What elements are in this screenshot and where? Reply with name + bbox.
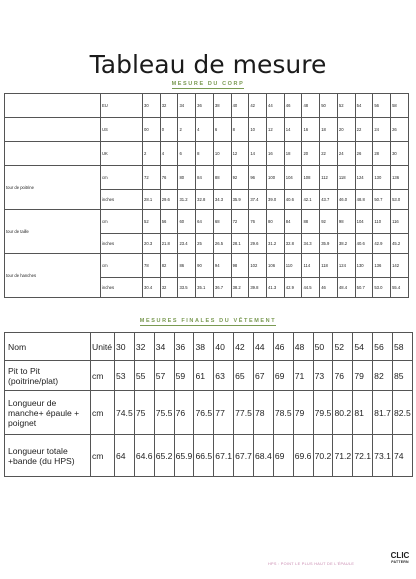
table-cell: 66.5 bbox=[194, 435, 214, 477]
table-cell: 18 bbox=[320, 118, 338, 142]
table-cell: 40.6 bbox=[355, 234, 373, 254]
table-cell: 72.1 bbox=[353, 435, 373, 477]
table-row bbox=[5, 435, 413, 477]
table-cell: 52 bbox=[143, 210, 161, 234]
table-cell: 26 bbox=[391, 118, 409, 142]
table-cell: 32 bbox=[160, 94, 178, 118]
table-cell: 92 bbox=[320, 210, 338, 234]
table-cell: 75.5 bbox=[154, 391, 174, 435]
table-cell: 38.2 bbox=[231, 278, 249, 298]
footer-note: HPS : POINT LE PLUS HAUT DE L'ÉPAULE bbox=[268, 562, 355, 566]
table-cell: 64.6 bbox=[134, 435, 154, 477]
row-unit: cm bbox=[91, 391, 115, 435]
table-cell: 8 bbox=[231, 118, 249, 142]
table-cell: 44 bbox=[267, 94, 285, 118]
table-cell: 50.7 bbox=[373, 190, 391, 210]
table-cell: 38 bbox=[213, 94, 231, 118]
table-cell: 29.6 bbox=[160, 190, 178, 210]
row-group-label: tour de hanches bbox=[5, 254, 101, 298]
table-cell: 28 bbox=[373, 142, 391, 166]
body-measurements-heading bbox=[0, 81, 416, 87]
table-cell: 26.5 bbox=[213, 234, 231, 254]
table-cell: 44.5 bbox=[302, 278, 320, 298]
table-cell: 86 bbox=[178, 254, 196, 278]
table-cell: 100 bbox=[267, 166, 285, 190]
garment-measurements-table bbox=[4, 332, 413, 477]
table-cell: 64 bbox=[196, 210, 214, 234]
table-cell: 65 bbox=[234, 361, 254, 391]
table-cell: 69 bbox=[273, 435, 293, 477]
table-header-row bbox=[5, 333, 413, 361]
table-cell: 75 bbox=[134, 391, 154, 435]
table-cell: 50 bbox=[320, 94, 338, 118]
table-cell: 130 bbox=[373, 166, 391, 190]
header-size: 52 bbox=[333, 333, 353, 361]
table-cell: 26 bbox=[355, 142, 373, 166]
table-row bbox=[5, 391, 413, 435]
table-cell: 48.4 bbox=[337, 278, 355, 298]
table-cell: 23.4 bbox=[178, 234, 196, 254]
table-cell: 41.3 bbox=[267, 278, 285, 298]
table-cell: 74.5 bbox=[115, 391, 135, 435]
table-cell: 30 bbox=[391, 142, 409, 166]
table-cell: 76 bbox=[174, 391, 194, 435]
table-cell: 64 bbox=[115, 435, 135, 477]
table-row bbox=[5, 94, 409, 118]
table-row bbox=[5, 254, 409, 278]
table-cell: 18 bbox=[284, 142, 302, 166]
table-cell: 39.8 bbox=[249, 278, 267, 298]
table-cell: 24 bbox=[373, 118, 391, 142]
table-cell: 32.8 bbox=[284, 234, 302, 254]
row-unit-label: EU bbox=[101, 94, 143, 118]
table-cell: 74 bbox=[393, 435, 413, 477]
table-cell: 56 bbox=[160, 210, 178, 234]
table-cell: 20 bbox=[337, 118, 355, 142]
table-cell: 55 bbox=[134, 361, 154, 391]
table-row bbox=[5, 210, 409, 234]
table-cell: 53.0 bbox=[373, 278, 391, 298]
table-cell: 130 bbox=[355, 254, 373, 278]
table-cell: 78.5 bbox=[273, 391, 293, 435]
table-cell: 68.4 bbox=[254, 435, 274, 477]
table-cell: 102 bbox=[249, 254, 267, 278]
table-cell: 68 bbox=[213, 210, 231, 234]
table-cell: 65.9 bbox=[174, 435, 194, 477]
row-unit: cm bbox=[91, 361, 115, 391]
table-cell: 22 bbox=[355, 118, 373, 142]
row-unit-label: cm bbox=[101, 254, 143, 278]
table-cell: 78 bbox=[254, 391, 274, 435]
table-cell: 42 bbox=[249, 94, 267, 118]
table-cell: 73 bbox=[313, 361, 333, 391]
table-cell: 72 bbox=[143, 166, 161, 190]
table-cell: 28.1 bbox=[231, 234, 249, 254]
table-cell: 142 bbox=[391, 254, 409, 278]
table-cell: 35.1 bbox=[196, 278, 214, 298]
table-cell: 6 bbox=[213, 118, 231, 142]
table-cell: 67.7 bbox=[234, 435, 254, 477]
table-cell: 116 bbox=[391, 210, 409, 234]
table-cell: 42.9 bbox=[373, 234, 391, 254]
table-cell: 2 bbox=[143, 142, 161, 166]
table-cell: 53.0 bbox=[391, 190, 409, 210]
table-cell: 80 bbox=[178, 166, 196, 190]
table-cell: 32 bbox=[160, 278, 178, 298]
table-cell: 46.0 bbox=[337, 190, 355, 210]
table-cell: 56 bbox=[373, 94, 391, 118]
table-cell: 79 bbox=[293, 391, 313, 435]
table-cell: 31.2 bbox=[267, 234, 285, 254]
row-group-label bbox=[5, 94, 101, 118]
table-cell: 84 bbox=[284, 210, 302, 234]
table-cell: 35.9 bbox=[231, 190, 249, 210]
table-cell: 98 bbox=[337, 210, 355, 234]
table-cell: 114 bbox=[302, 254, 320, 278]
table-cell: 118 bbox=[337, 166, 355, 190]
table-cell: 85 bbox=[393, 361, 413, 391]
header-size: 48 bbox=[293, 333, 313, 361]
table-cell: 4 bbox=[160, 142, 178, 166]
table-cell: 46 bbox=[320, 278, 338, 298]
table-cell: 48 bbox=[302, 94, 320, 118]
row-unit-label: inches bbox=[101, 278, 143, 298]
table-cell: 33.5 bbox=[178, 278, 196, 298]
table-cell: 73.1 bbox=[373, 435, 393, 477]
table-cell: 35.9 bbox=[320, 234, 338, 254]
row-unit-label: UK bbox=[101, 142, 143, 166]
table-cell: 112 bbox=[320, 166, 338, 190]
table-cell: 79 bbox=[353, 361, 373, 391]
table-cell: 60 bbox=[178, 210, 196, 234]
table-cell: 24 bbox=[337, 142, 355, 166]
table-cell: 118 bbox=[320, 254, 338, 278]
table-cell: 12 bbox=[267, 118, 285, 142]
table-cell: 81.7 bbox=[373, 391, 393, 435]
header-unit: Unité bbox=[91, 333, 115, 361]
table-cell: 36.7 bbox=[213, 278, 231, 298]
table-cell: 71 bbox=[293, 361, 313, 391]
table-cell: 80.2 bbox=[333, 391, 353, 435]
table-cell: 21.8 bbox=[160, 234, 178, 254]
table-cell: 10 bbox=[249, 118, 267, 142]
row-unit: cm bbox=[91, 435, 115, 477]
header-size: 38 bbox=[194, 333, 214, 361]
table-cell: 77 bbox=[214, 391, 234, 435]
table-cell: 42.1 bbox=[302, 190, 320, 210]
garment-measurements-heading-text: MESURES FINALES DU VÊTEMENT bbox=[139, 318, 277, 324]
row-unit-label: US bbox=[101, 118, 143, 142]
table-cell: 43.7 bbox=[320, 190, 338, 210]
table-cell: 57 bbox=[154, 361, 174, 391]
table-cell: 28.1 bbox=[143, 190, 161, 210]
table-cell: 71.2 bbox=[333, 435, 353, 477]
table-cell: 55.4 bbox=[391, 278, 409, 298]
logo-line-2: PATTERN bbox=[391, 560, 409, 564]
table-cell: 72 bbox=[231, 210, 249, 234]
row-unit-label: cm bbox=[101, 210, 143, 234]
table-cell: 46 bbox=[284, 94, 302, 118]
table-cell: 25 bbox=[196, 234, 214, 254]
table-cell: 76 bbox=[333, 361, 353, 391]
table-cell: 77.5 bbox=[234, 391, 254, 435]
table-cell: 82 bbox=[373, 361, 393, 391]
table-cell: 6 bbox=[178, 142, 196, 166]
row-group-label bbox=[5, 118, 101, 142]
table-cell: 70.2 bbox=[313, 435, 333, 477]
table-cell: 82 bbox=[160, 254, 178, 278]
header-size: 54 bbox=[353, 333, 373, 361]
header-name: Nom bbox=[5, 333, 91, 361]
table-row bbox=[5, 361, 413, 391]
table-cell: 69 bbox=[273, 361, 293, 391]
table-cell: 16 bbox=[302, 118, 320, 142]
table-cell: 40.6 bbox=[284, 190, 302, 210]
table-cell: 76 bbox=[160, 166, 178, 190]
table-cell: 78 bbox=[143, 254, 161, 278]
table-cell: 59 bbox=[174, 361, 194, 391]
table-cell: 106 bbox=[267, 254, 285, 278]
body-measurements-heading-text: MESURE DU CORP bbox=[171, 81, 245, 87]
table-cell: 136 bbox=[391, 166, 409, 190]
table-cell: 69.6 bbox=[293, 435, 313, 477]
table-cell: 104 bbox=[284, 166, 302, 190]
table-cell: 52 bbox=[337, 94, 355, 118]
table-cell: 80 bbox=[267, 210, 285, 234]
table-cell: 76.5 bbox=[194, 391, 214, 435]
body-measurements-table bbox=[4, 93, 409, 298]
table-cell: 34 bbox=[178, 94, 196, 118]
table-cell: 12 bbox=[231, 142, 249, 166]
table-cell: 20 bbox=[302, 142, 320, 166]
brand-logo bbox=[388, 552, 412, 564]
row-group-label: tour de poitrine bbox=[5, 166, 101, 210]
table-cell: 22 bbox=[320, 142, 338, 166]
table-cell: 32.8 bbox=[196, 190, 214, 210]
table-cell: 92 bbox=[231, 166, 249, 190]
table-cell: 2 bbox=[178, 118, 196, 142]
table-row bbox=[5, 142, 409, 166]
row-unit-label: cm bbox=[101, 166, 143, 190]
table-cell: 29.6 bbox=[249, 234, 267, 254]
table-cell: 88 bbox=[302, 210, 320, 234]
row-unit-label: inches bbox=[101, 234, 143, 254]
table-cell: 108 bbox=[302, 166, 320, 190]
table-cell: 61 bbox=[194, 361, 214, 391]
table-cell: 84 bbox=[196, 166, 214, 190]
table-cell: 81 bbox=[353, 391, 373, 435]
table-cell: 110 bbox=[284, 254, 302, 278]
table-cell: 48.8 bbox=[355, 190, 373, 210]
header-size: 50 bbox=[313, 333, 333, 361]
table-cell: 10 bbox=[213, 142, 231, 166]
table-cell: 136 bbox=[373, 254, 391, 278]
header-size: 56 bbox=[373, 333, 393, 361]
table-cell: 124 bbox=[337, 254, 355, 278]
table-cell: 82.5 bbox=[393, 391, 413, 435]
header-size: 34 bbox=[154, 333, 174, 361]
table-cell: 30.4 bbox=[143, 278, 161, 298]
table-cell: 00 bbox=[143, 118, 161, 142]
table-cell: 124 bbox=[355, 166, 373, 190]
header-size: 40 bbox=[214, 333, 234, 361]
table-cell: 65.2 bbox=[154, 435, 174, 477]
table-cell: 30 bbox=[143, 94, 161, 118]
header-size: 36 bbox=[174, 333, 194, 361]
row-group-label bbox=[5, 142, 101, 166]
header-size: 30 bbox=[115, 333, 135, 361]
table-cell: 38.2 bbox=[337, 234, 355, 254]
table-cell: 40 bbox=[231, 94, 249, 118]
table-cell: 50.7 bbox=[355, 278, 373, 298]
table-row bbox=[5, 118, 409, 142]
table-cell: 20.3 bbox=[143, 234, 161, 254]
table-cell: 63 bbox=[214, 361, 234, 391]
header-size: 42 bbox=[234, 333, 254, 361]
table-cell: 110 bbox=[373, 210, 391, 234]
table-cell: 16 bbox=[267, 142, 285, 166]
table-cell: 98 bbox=[231, 254, 249, 278]
row-group-label: tour de taille bbox=[5, 210, 101, 254]
table-cell: 4 bbox=[196, 118, 214, 142]
row-label: Pit to Pit (poitrine/plat) bbox=[5, 361, 91, 391]
row-label: Longueur totale +bande (du HPS) bbox=[5, 435, 91, 477]
header-size: 46 bbox=[273, 333, 293, 361]
row-unit-label: inches bbox=[101, 190, 143, 210]
table-cell: 8 bbox=[196, 142, 214, 166]
table-cell: 45.2 bbox=[391, 234, 409, 254]
logo-line-1: CLIC bbox=[390, 551, 410, 560]
row-label: Longueur de manche+ épaule + poignet bbox=[5, 391, 91, 435]
table-cell: 90 bbox=[196, 254, 214, 278]
table-cell: 36 bbox=[196, 94, 214, 118]
table-cell: 88 bbox=[213, 166, 231, 190]
table-cell: 79.5 bbox=[313, 391, 333, 435]
table-cell: 53 bbox=[115, 361, 135, 391]
table-cell: 67 bbox=[254, 361, 274, 391]
table-row bbox=[5, 166, 409, 190]
table-cell: 76 bbox=[249, 210, 267, 234]
table-cell: 42.9 bbox=[284, 278, 302, 298]
table-cell: 39.0 bbox=[267, 190, 285, 210]
page-title: Tableau de mesure bbox=[89, 50, 327, 79]
table-cell: 0 bbox=[160, 118, 178, 142]
table-cell: 67.1 bbox=[214, 435, 234, 477]
table-cell: 54 bbox=[355, 94, 373, 118]
table-cell: 34.3 bbox=[213, 190, 231, 210]
table-cell: 31.2 bbox=[178, 190, 196, 210]
table-cell: 14 bbox=[284, 118, 302, 142]
table-cell: 96 bbox=[249, 166, 267, 190]
table-cell: 14 bbox=[249, 142, 267, 166]
garment-measurements-heading bbox=[0, 318, 416, 324]
table-cell: 94 bbox=[213, 254, 231, 278]
header-size: 58 bbox=[393, 333, 413, 361]
table-cell: 37.4 bbox=[249, 190, 267, 210]
table-cell: 34.3 bbox=[302, 234, 320, 254]
table-cell: 104 bbox=[355, 210, 373, 234]
header-size: 32 bbox=[134, 333, 154, 361]
table-cell: 58 bbox=[391, 94, 409, 118]
header-size: 44 bbox=[254, 333, 274, 361]
